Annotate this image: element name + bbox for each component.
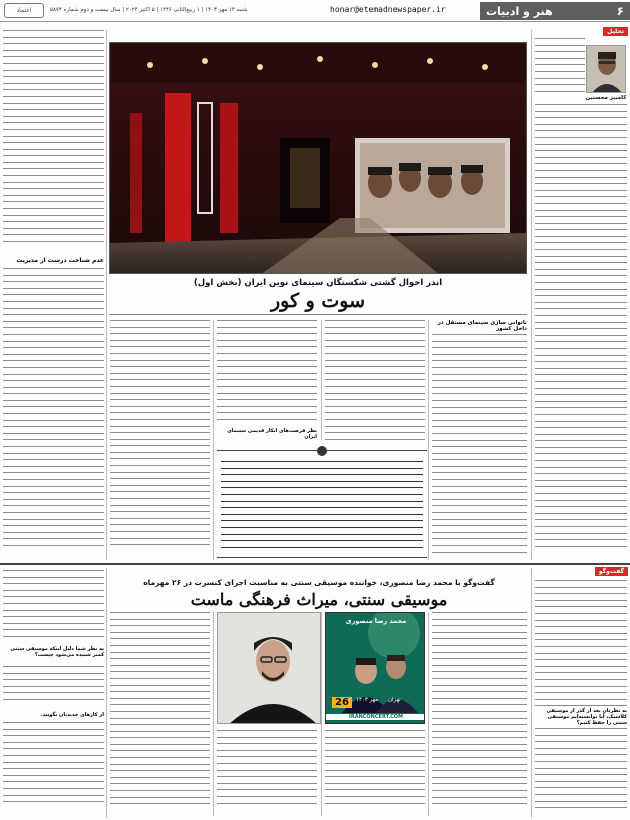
feature-col-2 [325, 320, 425, 445]
concert-poster [325, 612, 425, 724]
poster-city: تهران [388, 697, 401, 703]
interview-text-left-mid [3, 666, 104, 711]
quote-icon [317, 446, 327, 456]
interview-question-3: از کارهای جدیدتان بگویید. [40, 712, 104, 718]
newspaper-logo: اعتماد [4, 3, 44, 18]
feature-col-3 [217, 320, 317, 445]
interview-text-right-bottom [535, 728, 627, 816]
page-header [0, 0, 630, 22]
subhead-opportunities: نظر فرصت‌های انکار قدیمی سینمای ایران [227, 428, 317, 440]
poster-month: مهر ۱۴۰۳ [356, 697, 379, 703]
interview-text-left-top [3, 570, 104, 645]
singer-photo [217, 612, 321, 724]
feature-col-1 [432, 334, 527, 559]
page-number: ۶ [616, 4, 624, 18]
section-email[interactable]: honar@etemadnewspaper.ir [330, 5, 446, 14]
analysis-tag: تحلیل [603, 27, 628, 36]
interview-tag: گفت‌وگو [595, 567, 628, 576]
subhead-management: عدم شناخت درست از مدیریت [16, 257, 104, 264]
interview-col-3 [217, 730, 317, 816]
interview-headline: موسیقی سنتی، میراث فرهنگی ماست [190, 590, 448, 609]
cinema-hall-image [110, 43, 527, 274]
feature-text-left-top [3, 30, 104, 255]
feature-photo [109, 42, 527, 274]
feature-text-left-bottom [3, 268, 104, 558]
interview-text-left-bottom [3, 722, 104, 816]
author-photo [586, 45, 626, 93]
analysis-text-top [535, 38, 585, 98]
interview-col-1 [432, 612, 527, 816]
highlight-box [217, 450, 427, 558]
feature-headline: سوت و کور [270, 290, 366, 312]
poster-date-number: 26 [332, 697, 352, 708]
interview-col-4 [110, 612, 210, 816]
section-banner [480, 2, 630, 20]
section-name: هنر و ادبیات [486, 4, 553, 18]
feature-kicker: اندر احوال گشتی شکستگان سینمای نوین ایران (بخش اول) [193, 278, 443, 288]
author-name: کامبیز محسنین [585, 95, 627, 101]
interview-question-1: به نظرتان بعد از گذر از موسیقی کلاسیک، آیا توانسته‌ایم موسیقی سنتی را حفظ کنیم؟ [546, 708, 627, 726]
interview-text-right-top [535, 580, 627, 710]
interview-col-2 [325, 730, 425, 816]
poster-singer-name: محمد رضا منصوری [345, 617, 407, 625]
poster-website[interactable]: IRANCONCERT.COM [326, 714, 425, 720]
interview-kicker: گفت‌وگو با محمد رضا منصوری، خواننده موسیقی سنتی به مناسبت اجرای کنسرت در ۲۶ مهرماه [143, 578, 495, 587]
date-line: شنبه ۱۴ مهر ۱۴۰۳ | ۱ ربیع‌الثانی ۱۴۴۶ | ۵ اکتبر ۲۰۲۴ | سال بیست و دوم شماره ۵۸۷۴ [50, 7, 248, 13]
analysis-text-column [535, 104, 627, 559]
singer-portrait-image [218, 613, 321, 724]
subhead-independent: ناتوانی سازی سینمای مستقل در داخل کشور [437, 320, 527, 332]
feature-col-4 [110, 320, 210, 558]
interview-question-2: به نظر شما دلیل اینکه موسیقی سنتی کمتر شنیده می‌شود چیست؟ [10, 646, 104, 658]
author-portrait-image [587, 46, 626, 93]
